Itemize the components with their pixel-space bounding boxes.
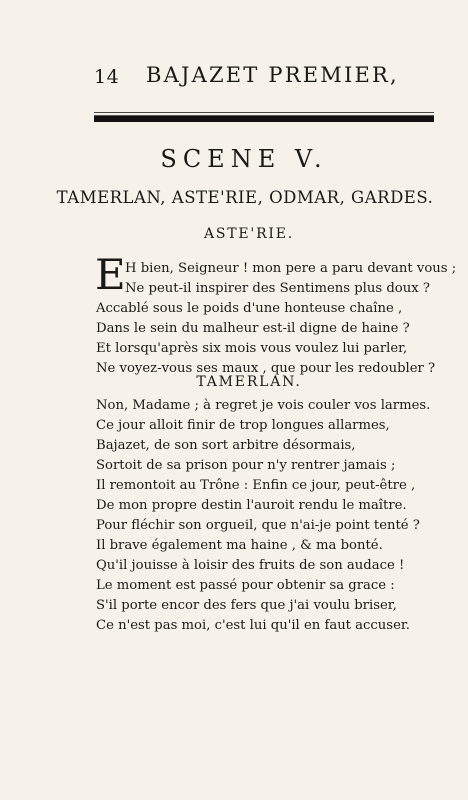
verse-line: Ce n'est pas moi, c'est lui qu'il en faut accuser. bbox=[96, 618, 410, 633]
verse-line: H bien, Seigneur ! mon pere a paru devant vous ; bbox=[125, 261, 457, 276]
verse-line: Il remontoit au Trône : Enfin ce jour, peut-être , bbox=[96, 478, 416, 493]
page-number: 14 bbox=[94, 66, 120, 88]
verse-line: Pour fléchir son orgueil, que n'ai-je point tenté ? bbox=[96, 518, 420, 533]
speaker-tamerlan: TAMERLAN. bbox=[196, 374, 302, 390]
verse-line: Dans le sein du malheur est-il digne de haine ? bbox=[96, 321, 410, 336]
scene-heading: SCENE V. bbox=[160, 145, 328, 173]
verse-line: S'il porte encor des fers que j'ai voulu briser, bbox=[96, 598, 397, 613]
verse-line: Le moment est passé pour obtenir sa grace : bbox=[96, 578, 395, 593]
verse-line: Ce jour alloit finir de trop longues allarmes, bbox=[96, 418, 390, 433]
verse-line: Sortoit de sa prison pour n'y rentrer jamais ; bbox=[96, 458, 396, 473]
verse-line: Ne peut-il inspirer des Sentimens plus doux ? bbox=[125, 281, 430, 296]
verse-line: Qu'il jouisse à loisir des fruits de son audace ! bbox=[96, 558, 405, 573]
verse-line: Il brave également ma haine , & ma bonté. bbox=[96, 538, 383, 553]
verse-line: Non, Madame ; à regret je vois couler vos larmes. bbox=[96, 398, 431, 413]
verse-line: Bajazet, de son sort arbitre désormais, bbox=[96, 438, 356, 453]
verse-line: Accablé sous le poids d'une honteuse chaîne , bbox=[96, 301, 403, 316]
drop-cap: E bbox=[95, 250, 126, 299]
speaker-asterie: ASTE'RIE. bbox=[203, 226, 295, 242]
verse-line: Et lorsqu'après six mois vous voulez lui parler, bbox=[96, 341, 408, 356]
cast-list: TAMERLAN, ASTE'RIE, ODMAR, GARDES. bbox=[56, 188, 434, 207]
verse-line: De mon propre destin l'auroit rendu le maître. bbox=[96, 498, 407, 513]
running-head bbox=[94, 60, 424, 90]
header-rule bbox=[94, 115, 434, 122]
running-title: BAJAZET PREMIER, bbox=[146, 63, 399, 87]
verse-line: Ne voyez-vous ses maux , que pour les redoubler ? bbox=[96, 361, 436, 376]
